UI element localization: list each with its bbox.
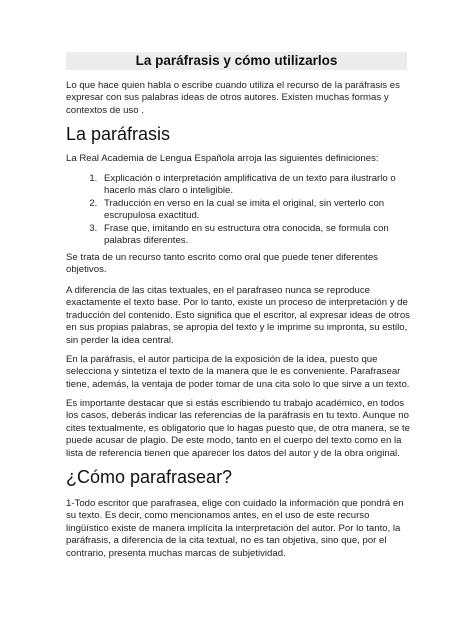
list-item: 1. Explicación o interpretación amplificativa de un texto para ilustrarlo o hacerlo más claro o inteligible. <box>100 173 410 198</box>
section-heading-como-parafrasear: ¿Cómo parafrasear? <box>66 467 233 487</box>
document-title: La paráfrasis y cómo utilizarlos <box>66 52 407 70</box>
definitions-list <box>66 173 410 247</box>
body-paragraph: Es importante destacar que si estás escribiendo tu trabajo académico, en todos los casos, deberás indicar las referencias de la paráfrasis en tu texto. Aunque no cites textualmente, es obligatorio que lo hagas puesto que, de otra manera, se te puede acusar de plagio. De este modo, tanto en el cuerpo del texto como en la lista de referencia tienen que aparecer los datos del autor y de la obra original. <box>66 398 410 459</box>
list-item: 3. Frase que, imitando en su estructura otra conocida, se formula con palabras diferentes. <box>100 223 410 248</box>
definitions-lead: La Real Academia de Lengua Española arroja las siguientes definiciones: <box>66 153 379 164</box>
body-paragraph: 1-Todo escritor que parafrasea, elige con cuidado la información que pondrá en su texto. Es decir, como mencionamos antes, en el uso de este recurso lingüístico existe de manera implícita la interpretación del autor. Por lo tanto, la paráfrasis, a diferencia de la cita textual, no es tan objetiva, sino que, por el contrario, presenta muchas marcas de subjetividad. <box>66 498 404 559</box>
intro-paragraph: Lo que hace quien habla o escribe cuando utiliza el recurso de la paráfrasis es expresar con sus palabras ideas de otros autores. Existen muchas formas y contextos de uso . <box>66 80 400 116</box>
section-heading-parafrasis: La paráfrasis <box>66 124 171 144</box>
body-paragraph: A diferencia de las citas textuales, en el parafraseo nunca se reproduce exactamente el texto base. Por lo tanto, existe un proceso de interpretación y de traducción del contenido. Esto significa que el escritor, al expresar ideas de otros en sus propias palabras, se apropia del texto y le imprime su impronta, su estilo, sin perder la idea central. <box>66 285 410 346</box>
body-paragraph: En la paráfrasis, el autor participa de la exposición de la idea, puesto que selecciona y sintetiza el texto de la manera que le es conveniente. Parafrasear tiene, además, la ventaja de poder tomar de una cita solo lo que sirve a un texto. <box>66 354 410 390</box>
body-paragraph: Se trata de un recurso tanto escrito como oral que puede tener diferentes objetivos. <box>66 252 378 276</box>
list-item: 2. Traducción en verso en la cual se imita el original, sin verterlo con escrupulosa exactitud. <box>100 198 410 223</box>
